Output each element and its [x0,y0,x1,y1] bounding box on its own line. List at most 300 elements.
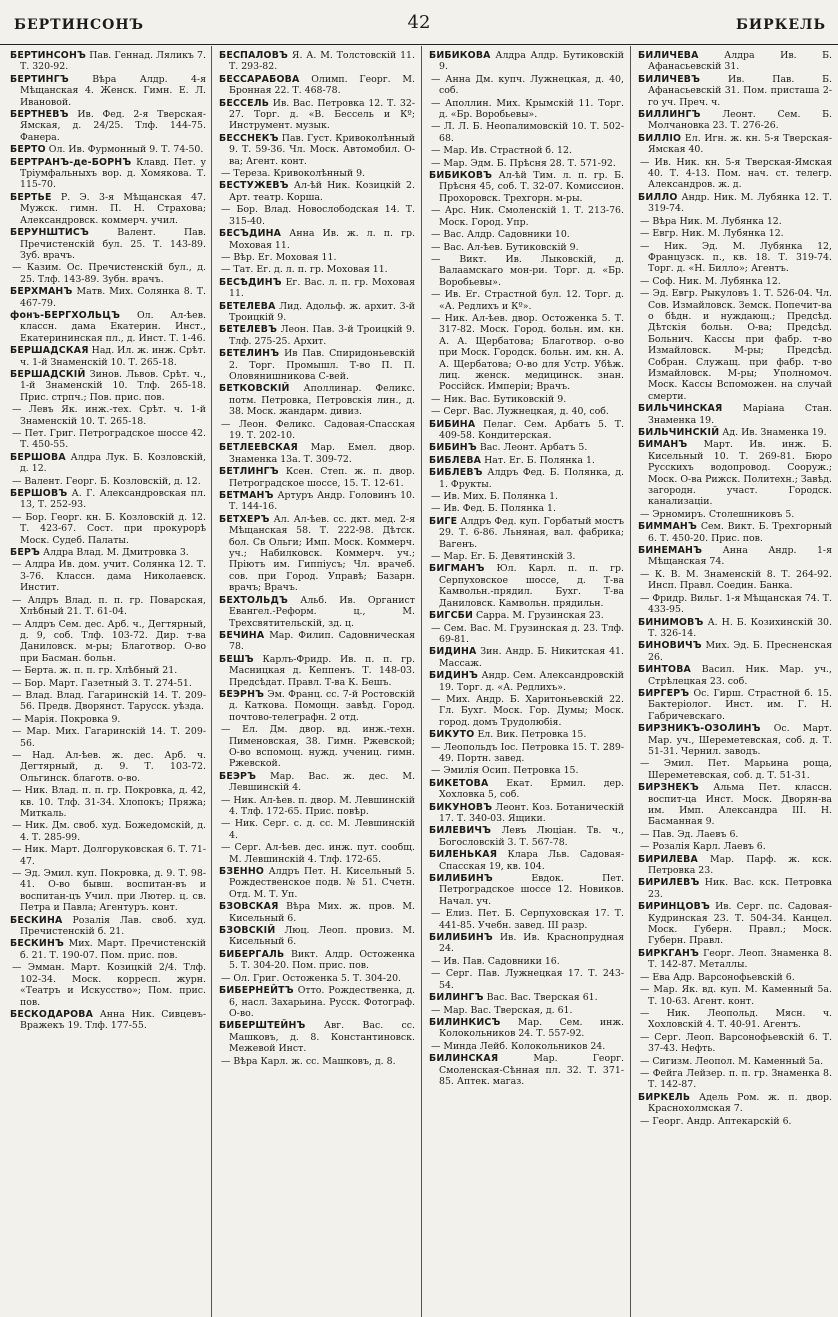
directory-entry [638,439,832,507]
entry-text: — Бор. Влад. Новослободская 14. Т. 315-40. [221,204,415,227]
entry-text: Зинов. Львов. Срѣт. ч., 1-й Знаменскій 10. Тлф. 265-18. Прис. стрпч.; Пов. прис. пов. [20,368,206,403]
entry-text: — Георг. Андр. Аптекарскій 6. [640,1115,792,1127]
entry-surname: БИГМАНЪ [429,563,485,575]
entry-surname: БИЛИНСКАЯ [429,1053,499,1065]
directory-entry [638,1092,832,1115]
entry-surname: БИЛЕНЬКАЯ [429,849,498,861]
directory-entry [10,665,206,676]
directory-entry [638,593,832,616]
entry-surname: БИЛЬЧИНСКАЯ [638,403,723,415]
directory-entry [219,383,415,417]
directory-entry [429,158,624,169]
directory-entry [219,1020,415,1054]
directory-entry [219,795,415,818]
entry-text: Олимп. Георг. М. Бронная 22. Т. 468-78. [229,73,415,97]
entry-text: Алдра Алдр. Бутиковскій 9. [439,50,624,73]
entry-surname: БИБИКОВА [429,50,491,61]
directory-entry [638,972,832,983]
directory-entry [638,50,832,73]
entry-surname: БИРИНЦОВЪ [638,901,710,913]
entry-text: — Алдра Ив. дом. учит. Солянка 12. Т. 3-76. Классн. дама Николаевск. Инстит. [12,559,206,594]
entry-text: — Соф. Ник. М. Лубянка 12. [640,275,781,287]
entry-surname: БЕТЕЛЕВЪ [219,324,278,336]
directory-entry [219,228,415,251]
entry-text: — Вѣр. Ег. Моховая 11. [221,251,337,263]
directory-entry [638,276,832,287]
entry-surname: БЕТЕЛЕВА [219,300,276,312]
entry-surname: БИКУНОВЪ [429,801,493,813]
directory-entry [638,74,832,108]
entry-text: — Пав. Эд. Лаевъ 6. [640,828,739,840]
directory-entry [10,1009,206,1032]
entry-text: Альб. Ив. Органист Евангел.-Реформ. ц., М. Трехсвятительскій, зд. ц. [229,594,415,629]
entry-surname: БИБИНА [429,418,476,430]
entry-surname: БИБИНЪ [429,442,477,454]
entry-surname: БЕРХМАНЪ [10,286,73,298]
directory-entry [429,442,624,453]
entry-surname: БЕРУНШТИСЪ [10,227,90,239]
entry-surname: БИКЕТОВА [429,777,489,789]
directory-entry [429,121,624,144]
entry-text: Ал-ѣй Тим. л. п. гр. Б. Прѣсня 45, соб. Т. 32-07. Комиссион. Прохоровск. Трехгорн. м-ры. [439,170,624,204]
directory-entry [429,98,624,121]
directory-entry [10,868,206,914]
entry-text: Ел. Вик. Петровка 15. [477,729,587,741]
entry-text: Вас. Леонт. Арбатъ 5. [479,442,588,454]
directory-entry [219,771,415,794]
entry-text: Леон. Пав. 3-й Троицкій 9. Тлф. 275-25. Архит. [229,324,415,347]
entry-surname: БИНОВИЧЪ [638,640,702,652]
entry-text: — Фридр. Вильг. 1-я Мѣщанская 74. Т. 433-95. [640,592,832,616]
directory-entry [219,514,415,594]
directory-entry [638,403,832,426]
entry-text: — Берта. ж. п. п. гр. Хлѣбный 21. [12,665,178,677]
entry-surname: БИРИЛЕВЪ [638,877,700,889]
directory-entry [429,908,624,931]
directory-entry [429,1041,624,1052]
entry-text: Ив. Фед. 2-я Тверская-Ямская, д. 24/25. Тлф. 144-75. Фанера. [20,109,206,143]
directory-entry [638,1008,832,1031]
page-number: 42 [407,12,431,33]
entry-text: Мих. Март. Пречистенскій б. 21. Т. 190-07. Пом. прис. пов. [20,938,206,961]
directory-entry [429,610,624,621]
directory-entry [429,694,624,728]
entry-surname: БИМАНЪ [638,439,688,451]
entry-text: — Эд. Евгр. Рыкуловъ 1. Т. 526-04. Чл. Сов. Измайловск. Земск. Попечит-ва о бѣдн. и нуждающ.; Предсѣд. Дѣтскія больн. О-ва; Предсѣд. Больнич. Кассы при фабр. т-во Измайловск. М-ры; Предсѣд. Собран. Служащ. при фабр. т-во Измайловск. М-ры; Уполномоч. Моск. Кассы Вспоможен. на случай смерти. [640,288,832,402]
directory-entry [10,476,206,487]
entry-surname: БИБИКОВЪ [429,170,493,182]
directory-entry [638,1056,832,1067]
directory-entry [10,286,206,309]
entry-surname: БЗЕННО [219,866,265,878]
directory-entry [10,938,206,961]
entry-text: — Леопольдъ Іос. Петровка 15. Т. 289-49. Портн. завед. [431,741,624,764]
entry-surname: БИЛЛО [638,191,678,203]
entry-surname: БИГЕ [429,515,458,527]
entry-text: Валент. Пав. Пречистенскій бул. 25. Т. 143-89. Зуб. врачъ. [20,227,206,261]
entry-text: — Ник. Леопольд. Мясн. ч. Хохловскій 4. Т. 40-91. Агентъ. [640,1007,832,1031]
entry-text: Ос. Март. Мар. уч., Шереметевская, соб. д. Т. 51-31. Чернил. заводъ. [648,723,832,757]
entry-text: Эм. Франц. сс. 7-й Ростовскій д. Каткова. Помощн. завѣд. Город. почтово-телеграфн. 2 отд. [229,688,415,723]
entry-surname: БИРЗНЕКЪ [638,782,699,794]
entry-text: Ад. Ив. Знаменка 19. [722,427,827,438]
directory-entry [429,849,624,872]
directory-entry [219,74,415,97]
directory-entry [638,288,832,402]
entry-text: — Эмман. Март. Козицкій 2/4. Тлф. 102-34. Моск. корресп. журн. «Театръ и Искусство»; Пом. прис. пов. [12,962,206,1008]
entry-text: — Валент. Георг. Б. Козловскій, д. 12. [12,475,201,487]
directory-entry [219,168,415,179]
directory-entry [10,227,206,261]
entry-text: Маріана Стан. Знаменка 19. [648,403,832,426]
entry-text: — Ева Адр. Варсонофьевскій 6. [640,971,795,983]
entry-text: Ив Пав. Спиридоньевскій 2. Торг. Промышл. Т-во П. П. Оловянишникова С-вей. [229,348,415,382]
directory-entry [429,765,624,776]
directory-entry [10,678,206,689]
entry-text: — Ел. Дм. двор. вд. инж.-техн. Пименовская, 38. Гимн. Ржевской; О-во вспомощ. нужд. учениц. гимн. Ржевской. [221,724,415,770]
entry-surname: БЕРШОВЪ [10,488,68,500]
entry-text: Алдра Ив. Б. Афанасьевскій 31. [648,50,832,73]
entry-text: — Ник. Серг. с. д. сс. М. Левшинскій 4. [221,818,415,841]
entry-surname: БЕРТНЕВЪ [10,109,69,121]
entry-text: Леонт. Сем. Б. Молчановка 23. Т. 276-26. [648,109,832,132]
entry-surname: БИКУТО [429,729,475,741]
entry-text: Алдръ Пет. Н. Кисельный 5. Рождественское подв. № 51. Счетн. Отд. М. Т. Уп. [229,866,415,900]
directory-entry [219,689,415,723]
directory-entry [638,782,832,828]
directory-entry [429,1017,624,1040]
directory-entry [429,516,624,550]
entry-surname: БИЛЕВИЧЪ [429,825,492,837]
entry-text: — Ол. Григ. Остоженка 5. Т. 304-20. [221,972,402,984]
directory-entry [219,98,415,132]
entry-text: Розалія Лав. своб. худ. Пречистенскій б. 21. [20,914,206,938]
directory-entry [638,877,832,900]
entry-surname: БИЛИНГЪ [429,992,484,1004]
entry-text: — Серг. Леоп. Варсонофьевскій 6. Т. 37-43. Нефть. [640,1031,832,1055]
entry-text: Авг. Вас. сс. Машковъ, д. 8. Константиновск. Межевой Инст. [229,1020,415,1055]
directory-entry [429,74,624,97]
entry-surname: БЗОВСКАЯ [219,901,279,913]
entry-surname: БИГСБИ [429,610,474,622]
entry-text: Мар. Вас. ж. дес. М. Левшинскій 4. [229,770,415,794]
directory-entry [429,1005,624,1016]
directory-entry [219,324,415,347]
directory-entry [10,488,206,511]
entry-text: — Над. Ал-ѣев. ж. дес. Арб. ч. Дегтярный, д. 9. Т. 103-72. Ольгинск. благотв. о-во. [12,749,206,784]
directory-entry [429,394,624,405]
directory-entry [10,820,206,843]
column-2 [219,50,415,1311]
entry-surname: БИНИМОВЪ [638,616,704,628]
directory-entry [10,690,206,713]
directory-entry [429,563,624,609]
directory-entry [638,664,832,687]
directory-entry [638,901,832,947]
entry-surname: БЕТКОВСКІЙ [219,383,290,395]
entry-surname: БЕСПАЛОВЪ [219,50,289,61]
directory-entry [638,569,832,592]
entry-surname: БЕСТУЖЕВЪ [219,180,289,192]
directory-entry [638,545,832,568]
entry-text: — Елиз. Пет. Б. Серпуховская 17. Т. 441-85. Учебн. завед. III разр. [431,908,624,931]
directory-entry [429,467,624,490]
entry-text: Мар. Парф. ж. кск. Петровка 23. [648,853,832,877]
directory-entry [429,873,624,907]
directory-entry [638,133,832,156]
entry-text: Ив. Ив. Краснопрудная 24. [439,932,624,955]
directory-entry [10,452,206,475]
entry-surname: БИЛЛИНГЪ [638,109,701,121]
entry-text: — Ник. Дм. своб. худ. Божедомскій, д. 4. Т. 285-99. [12,820,206,843]
entry-text: — Серг. Ал-ѣев. дес. инж. пут. сообщ. М. Левшинскій 4. Тлф. 172-65. [221,842,415,865]
entry-text: Ос. Гирш. Страстной б. 15. Бактеріолог. Инст. им. Г. Н. Габричевскаго. [648,687,832,722]
entry-surname: БЕШЪ [219,653,254,665]
directory-entry [429,145,624,156]
directory-entry [638,1032,832,1055]
directory-entry [10,785,206,819]
directory-entry [219,595,415,629]
entry-text: Мар. Емел. двор. Знаменка 13а. Т. 309-72. [229,442,415,465]
header-right-catchword: БИРКЕЛЬ [735,17,826,33]
entry-surname: БИММАНЪ [638,521,697,533]
entry-text: — Бор. Март. Газетный 3. Т. 274-51. [12,677,192,689]
entry-text: Ол. Ал-ѣев. классн. дама Екатерин. Инст., Екатерининская пл., д. Инст. Т. 1-46. [20,309,206,344]
entry-surname: фонъ-БЕРГХОЛЬЦЪ [10,309,121,321]
directory-entry [10,962,206,1008]
directory-entry [10,428,206,451]
entry-text: — Ив. Ег. Страстной бул. 12. Торг. д. «А. Редлихъ и Кº». [431,289,624,312]
entry-surname: БИБЕРШТЕЙНЪ [219,1020,306,1032]
entry-text: Мар. Георг. Смоленская-Сѣнная пл. 32. Т. 371-85. Аптек. магаз. [439,1053,624,1087]
directory-entry [638,216,832,227]
entry-surname: БИРГЕРЪ [638,687,690,699]
directory-entry [429,242,624,253]
directory-entry [429,50,624,73]
entry-text: Юл. Карл. п. п. гр. Серпуховское шоссе, д. Т-ва Камвольн.-прядил. Бухг. Т-ва Даниловск. Камвольн. прядильн. [439,563,624,609]
entry-surname: БЕРШОВА [10,451,66,463]
directory-entry [219,866,415,900]
directory-entry [219,901,415,924]
entry-text: — Мар. Як. вд. куп. М. Каменный 5а. Т. 10-63. Агент. конт. [640,984,832,1007]
page-header [0,0,838,45]
entry-text: Матв. Мих. Солянка 8. Т. 467-79. [20,286,206,309]
entry-text: Вѣра Алдр. 4-я Мѣщанская 4. Женск. Гимн. Е. Л. Ивановой. [20,73,206,108]
directory-entry [219,180,415,203]
entry-text: — Ив. Фед. Б. Полянка 1. [431,503,556,515]
entry-text: — Ник. Эд. М. Лубянка 12, Французск. п., кв. 18. Т. 319-74. Торг. д. «Н. Билло»; Агентъ. [640,240,832,275]
directory-entry [10,369,206,403]
entry-text: — Арс. Ник. Смоленскій 1. Т. 213-76. Моск. Город. Упр. [431,205,624,228]
entry-text: Ег. Вас. л. п. гр. Моховая 11. [229,276,415,300]
entry-text: Артуръ Андр. Головинъ 10. Т. 144-16. [229,490,415,513]
entry-text: — Мар. Ег. Б. Девятинскій 3. [431,551,576,563]
directory-entry [10,192,206,226]
directory-entry [638,241,832,275]
entry-surname: БЕРЪ [10,547,41,559]
entry-text: — Вѣра Карл. ж. сс. Машковъ, д. 8. [221,1055,396,1067]
directory-entry [10,714,206,725]
entry-surname: БЕСКИНА [10,914,63,926]
directory-entry [429,551,624,562]
entry-surname: БЕСКОДАРОВА [10,1008,94,1020]
entry-surname: БИБЕРНЕЙТЪ [219,985,294,997]
entry-surname: БИДИНЪ [429,670,479,682]
directory-entry [429,254,624,288]
directory-entry [10,512,206,546]
directory-entry [10,750,206,784]
entry-surname: БЕТЕЛИНЪ [219,348,280,360]
entry-text: Отто. Рождественка, д. 6, насл. Захарьина. Русск. Фотограф. О-во. [229,985,415,1019]
entry-text: Аполлинар. Феликс. потм. Петровка, Петровскія лин., д. 38. Моск. жандарм. дивиз. [229,383,415,418]
entry-surname: БИНЕМАНЪ [638,545,703,557]
entry-surname: БИЛИБИНЪ [429,932,493,944]
directory-entry [219,50,415,73]
column-divider [211,46,212,1317]
entry-text: Пав. Густ. Кривоколѣнный 9. Т. 59-36. Чл. Моск. Автомобил. О-ва; Агент. конт. [229,132,415,167]
entry-text: — Ив. Пав. Садовники 16. [431,955,560,967]
directory-entry [219,985,415,1019]
entry-text: — Мар. Вас. Тверская, д. 61. [431,1004,573,1016]
entry-text: — Фейга Лейзер. п. п. гр. Знаменка 8. Т. 142-87. [640,1067,832,1091]
entry-text: — Пет. Григ. Петроградское шоссе 42. Т. 450-55. [12,428,206,451]
entry-text: Пелаг. Сем. Арбатъ 5. Т. 409-58. Кондитерская. [439,418,624,441]
directory-entry [219,949,415,972]
directory-entry [219,204,415,227]
directory-entry [10,310,206,344]
directory-entry [429,503,624,514]
directory-entry [638,640,832,663]
directory-entry [638,829,832,840]
entry-text: Вѣра Мих. ж. пров. М. Кисельный 6. [229,901,415,924]
directory-entry [638,758,832,781]
entry-surname: БИРИЛЕВА [638,853,698,865]
entry-text: А. Н. Б. Козихинскій 30. Т. 326-14. [648,616,832,639]
directory-entry [638,427,832,438]
entry-text: Анна Ник. Сивцевъ-Вражекъ 19. Тлф. 177-55. [20,1008,206,1032]
directory-entry [429,742,624,765]
directory-entry [638,521,832,544]
directory-entry [429,968,624,991]
entry-text: — Левъ Як. инж.-тех. Срѣт. ч. 1-й Знаменскій 10. Т. 265-18. [12,404,206,427]
entry-text: — Ник. Март. Долгоруковская 6. Т. 71-47. [12,844,206,867]
entry-text: Альма Пет. классн. воспит-ца Инст. Моск. Дворян-ва им. Имп. Александра III. Н. Басманная 9. [648,782,832,828]
entry-surname: БИБЛЕВЪ [429,467,483,479]
directory-entry [638,1116,832,1127]
entry-text: Пав. Геннад. Ляликъ 7. Т. 320-92. [20,50,206,73]
entry-text: — Казим. Ос. Пречистенскій бул., д. 25. Тлф. 143-89. Зубн. врачъ. [12,262,206,285]
entry-surname: БИЛЛІО [638,132,682,144]
entry-text: Адель Ром. ж. п. двор. Краснохолмская 7. [648,1091,832,1115]
directory-entry [219,252,415,263]
directory-entry [429,802,624,825]
entry-surname: БИРЗНИКЪ-ОЗОЛИНЪ [638,723,761,735]
entry-text: Алдръ Фед. куп. Горбатый мостъ 29. Т. 6-86. Льняная, вал. фабрика; Вагенъ. [439,515,624,550]
entry-text: Ал. Ал-ѣев. сс. дкт. мед. 2-я Мѣщанская 58. Т. 222-98. Дѣтск. бол. Св Ольги; Имп. Моск. Коммерч. уч.; Набилковск. Коммерч. уч.; Пріютъ им. Гиппіусъ; Чл. врачеб. сов. при Город. Управѣ; Базарн. врачъ; Врачъ. [229,513,415,594]
directory-entry [638,948,832,971]
directory-entry [429,992,624,1003]
entry-surname: БЕССНЕКЪ [219,132,279,144]
entry-text: — Ник. Влад. п. п. гр. Покровка, д. 42, кв. 10. Тлф. 31-34. Хлопокъ; Пряжа; Миткаль. [12,785,206,819]
directory-entry [638,984,832,1007]
entry-text: Сарра. М. Грузинская 23. [476,610,604,622]
column-1 [10,50,206,1311]
entry-text: — Алдръ Влад. п. п. гр. Поварская, Хлѣбный 21. Т. 61-04. [12,594,206,618]
entry-text: — Аполлин. Мих. Крымскій 11. Торг. д. «Бр. Воробьевы». [431,97,624,121]
directory-entry [219,1056,415,1067]
entry-text: Васил. Ник. Мар. уч., Стрѣлецкая 23. соб. [648,664,832,687]
header-left-catchword: БЕРТИНСОНЪ [14,17,144,33]
entry-text: — Алдръ Сем. дес. Арб. ч., Дегтярный, д. 9, соб. Тлф. 103-72. Дир. т-ва Даниловск. м-ры; Благотвор. О-во при Басман. больн. [12,618,206,664]
entry-text: — Евгр. Ник. М. Лубянка 12. [640,228,784,240]
entry-text: А. Г. Александровская пл. 13, Т. 252-93. [20,488,206,511]
entry-text: — Эд. Эмил. куп. Покровка, д. 9. Т. 98-41. О-во бывш. воспитан-въ и воспитан-цъ Учил. при Лютер. ц. св. Петра и Павла; Агентуръ. конт. [12,868,206,914]
entry-text: Люц. Леоп. провиз. М. Кисельный 6. [229,925,415,948]
directory-entry [429,778,624,801]
directory-entry [429,491,624,502]
entry-text: Ив. Серг. пс. Садовая-Кудринская 23. Т. 504-34. Канцел. Моск. Губерн. Правл.; Моск. Губерн. Правл. [648,901,832,947]
entry-surname: БЕРТИНСОНЪ [10,50,87,61]
entry-text: Леонт. Коз. Ботаническій 17. Т. 340-03. Ящики. [439,801,624,824]
entry-text: — Вѣра Ник. М. Лубянка 12. [640,215,782,227]
directory-entry [429,289,624,312]
entry-text: Вас. Вас. Тверская 61. [486,992,598,1004]
entry-text: Ксен. Степ. ж. п. двор. Петроградское шоссе, 15. Т. 12-61. [229,466,415,489]
entry-text: — Ник. Ал-ѣев. п. двор. М. Левшинскій 4. Тлф. 172-65. Прис. повѣр. [221,794,415,817]
entry-surname: БЕТМАНЪ [219,490,274,502]
entry-surname: БЕСКИНЪ [10,938,64,950]
directory-entry [10,547,206,558]
entry-text: — Бор. Георг. кн. Б. Козловскій д. 12. Т. 423-67. Сост. при прокурорѣ Моск. Судеб. Палаты. [12,511,206,546]
directory-entry [429,419,624,442]
entry-surname: БИБЛЕВА [429,454,482,466]
directory-entry [219,654,415,688]
entry-text: Нат. Ег. Б. Полянка 1. [484,454,595,466]
directory-entry [638,228,832,239]
directory-entry [638,192,832,215]
directory-entry [429,455,624,466]
entry-text: Алдръ Фед. Б. Полянка, д. 1. Фрукты. [439,467,624,490]
entry-surname: БИЛЬЧИНСКІЙ [638,427,720,438]
directory-entry [429,825,624,848]
entry-text: — Тереза. Кривоколѣнный 9. [221,168,366,180]
entry-text: — Эрномиръ. Столешниковъ 5. [640,508,795,520]
entry-surname: БИЛИНКИСЪ [429,1016,501,1028]
entry-surname: БЕРШАДСКАЯ [10,345,89,357]
directory-entry [10,345,206,368]
directory-entry [219,925,415,948]
entry-surname: БИЛИЧЕВЪ [638,73,701,85]
entry-text: Клара Льв. Садовая-Спасская 19, кв. 104. [439,849,624,872]
entry-surname: БИРКЕЛЬ [638,1091,691,1103]
entry-text: — Ив. Мих. Б. Полянка 1. [431,491,559,503]
directory-entry [219,301,415,324]
entry-text: — Леон. Феликс. Садовая-Спасская 19. Т. 202-10. [221,418,415,441]
entry-surname: БЕТХЕРЪ [219,513,270,525]
entry-surname: БЕЭРНЪ [219,688,265,700]
entry-text: Р. Э. 3-я Мѣщанская 47. Мужск. гимн. П. Н. Страхова; Александровск. коммерч. учил. [20,191,206,226]
entry-text: Ел. Игн. ж. кн. 5-я Тверская-Ямская 40. [648,132,832,156]
entry-text: Март. Ив. инж. Б. Кисельный 10. Т. 269-81. Бюро Русскихъ водопровод. Сооруж.; Моск. О-ва Рижск. Политехн.; Завѣд. загородн. участ. Городск. канализаціи. [648,439,832,508]
entry-text: Анна Ив. ж. л. п. гр. Моховая 11. [229,228,415,251]
entry-text: Я. А. М. Толстовскій 11. Т. 293-82. [229,50,415,73]
entry-text: Карлъ-Фридр. Ив. п. п. гр. Масницкая д. Кеппенъ. Т. 148-03. Предсѣдат. Правл. Т-ва К. Бешъ. [229,653,415,688]
entry-surname: БЕРТИНГЪ [10,73,69,85]
entry-text: — Розалія Карл. Лаевъ 6. [640,841,766,853]
directory-entry [10,726,206,749]
entry-surname: БЕССАРАБОВА [219,73,300,85]
entry-text: Мар. Филип. Садовническая 78. [229,629,415,653]
